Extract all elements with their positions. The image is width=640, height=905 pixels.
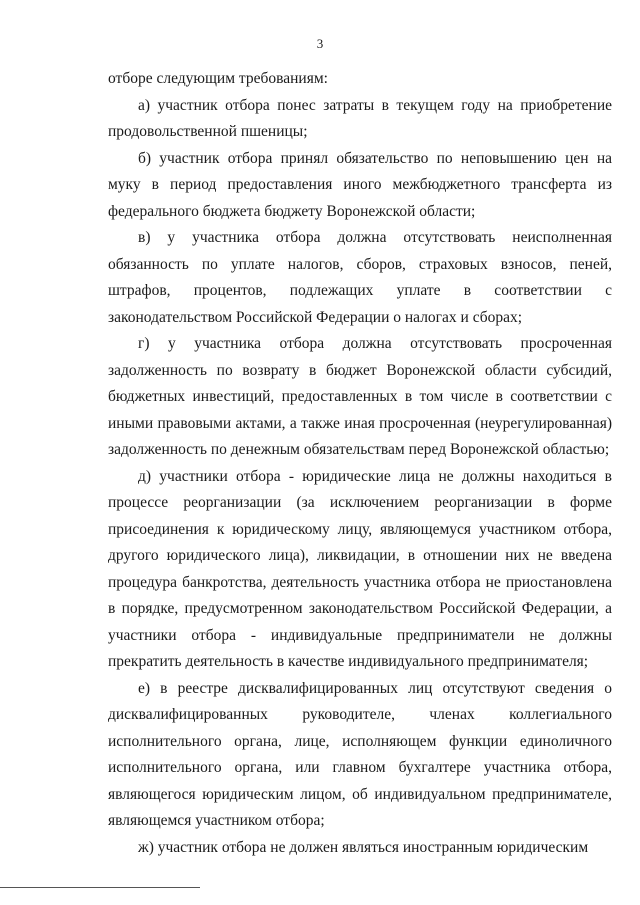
footer-rule [0,887,200,888]
item-e-paragraph: е) в реестре дисквалифицированных лиц отсутствуют сведения о дисквалифицированных руководителе, членах коллегиального исполнительного органа, лице, исполняющем функции единоличного исполнительного органа, или главном бухгалтере участника отбора, являющегося юридическим лицом, об индивидуальном предпринимателе, являющемся участником отбора; [108,679,612,829]
item-b-paragraph: б) участник отбора принял обязательство по неповышению цен на муку в период предоставления иного межбюджетного трансферта из федерального бюджета бюджету Воронежской области; [108,149,612,220]
item-g-paragraph: г) у участника отбора должна отсутствовать просроченная задолженность по возврату в бюджет Воронежской области субсидий, бюджетных инвестиций, предоставленных в том числе в соответствии с иными правовыми актами, а также иная просроченная (неурегулированная) задолженность по денежным обязательствам перед Воронежской областью; [108,335,612,458]
document-body [108,66,612,861]
item-a-paragraph: а) участник отбора понес затраты в текущем году на приобретение продовольственной пшеницы; [108,96,612,140]
item-d-paragraph: д) участники отбора - юридические лица не должны находиться в процессе реорганизации (за исключением реорганизации в форме присоединения к юридическому лицу, являющемуся участником отбора, другого юридического лица), ликвидации, в отношении них не введена процедура банкротства, деятельность участника отбора не приостановлена в порядке, предусмотренном законодательством Российской Федерации, а участники отбора - индивидуальные предприниматели не должны прекратить деятельность в качестве индивидуального предпринимателя; [108,467,612,670]
item-zh-paragraph: ж) участник отбора не должен являться иностранным юридическим [138,838,589,856]
item-v-paragraph: в) у участника отбора должна отсутствовать неисполненная обязанность по уплате налогов, сборов, страховых взносов, пеней, штрафов, процентов, подлежащих уплате в соответствии с законодательством Российской Федерации о налогах и сборах; [108,229,612,326]
intro-paragraph: отборе следующим требованиям: [108,70,328,87]
page-number: 3 [316,36,324,51]
